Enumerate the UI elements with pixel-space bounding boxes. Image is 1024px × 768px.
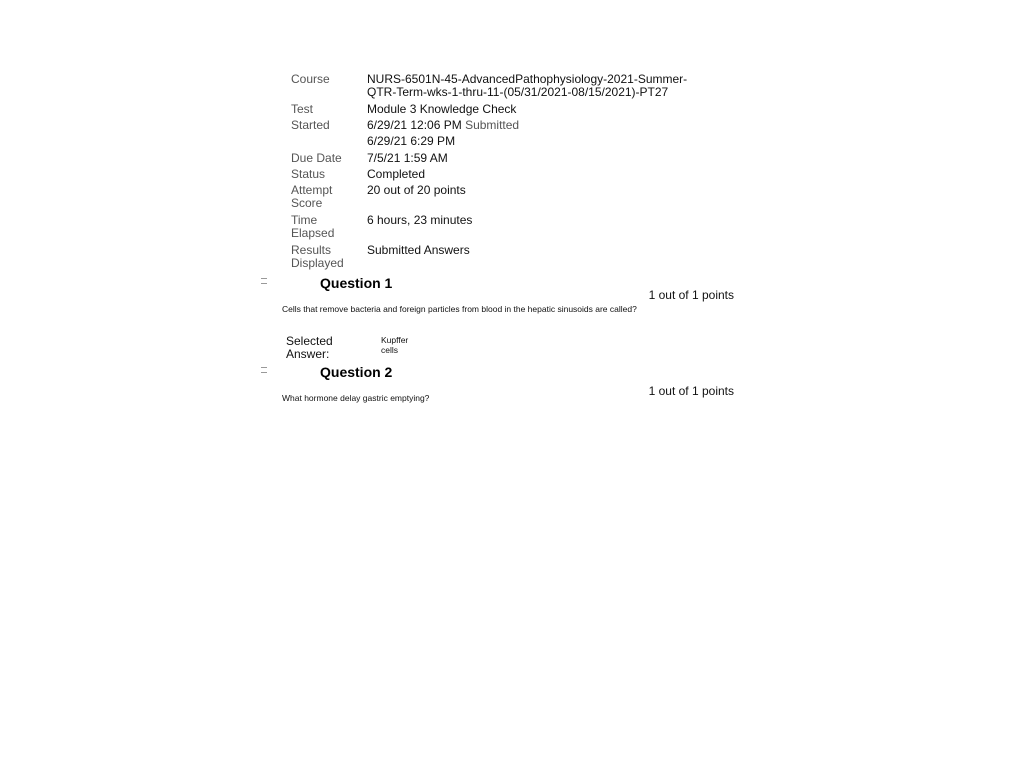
results-displayed-value: Submitted Answers	[367, 243, 470, 257]
attempt-score-label: Attempt Score	[291, 183, 333, 210]
question-1-title: Question 1	[320, 275, 393, 291]
due-date-label: Due Date	[291, 151, 342, 165]
question-2-text: What hormone delay gastric emptying?	[282, 393, 430, 403]
submitted-value: 6/29/21 6:29 PM	[367, 134, 456, 148]
started-label: Started	[291, 118, 330, 132]
question-1-selected-answer-label: Selected Answer:	[286, 334, 333, 361]
time-elapsed-label: Time Elapsed	[291, 213, 335, 240]
submitted-label: Submitted	[465, 118, 520, 132]
test-value: Module 3 Knowledge Check	[367, 102, 517, 116]
course-value: NURS-6501N-45-AdvancedPathophysiology-2021-Summer- QTR-Term-wks-1-thru-11-(05/31/2021-08/15/2021)-PT27	[367, 72, 688, 99]
time-elapsed-value: 6 hours, 23 minutes	[367, 213, 473, 227]
question-2-points: 1 out of 1 points	[648, 384, 734, 398]
status-label: Status	[291, 167, 326, 181]
course-label: Course	[291, 72, 330, 86]
due-date-value: 7/5/21 1:59 AM	[367, 151, 448, 165]
question-1-selected-answer-value: Kupffer cells	[381, 335, 409, 355]
question-1-text: Cells that remove bacteria and foreign particles from blood in the hepatic sinusoids are called?	[282, 304, 637, 314]
status-value: Completed	[367, 167, 426, 181]
question-2-title: Question 2	[320, 364, 393, 380]
results-displayed-label: Results Displayed	[291, 243, 344, 270]
attempt-score-value: 20 out of 20 points	[367, 183, 466, 197]
question-1-collapse-toggle[interactable]	[261, 278, 267, 287]
question-2-collapse-toggle[interactable]	[261, 367, 267, 376]
started-value-block	[367, 119, 747, 148]
question-1-points: 1 out of 1 points	[648, 288, 734, 302]
test-label: Test	[291, 102, 314, 116]
started-value: 6/29/21 12:06 PM	[367, 118, 462, 132]
